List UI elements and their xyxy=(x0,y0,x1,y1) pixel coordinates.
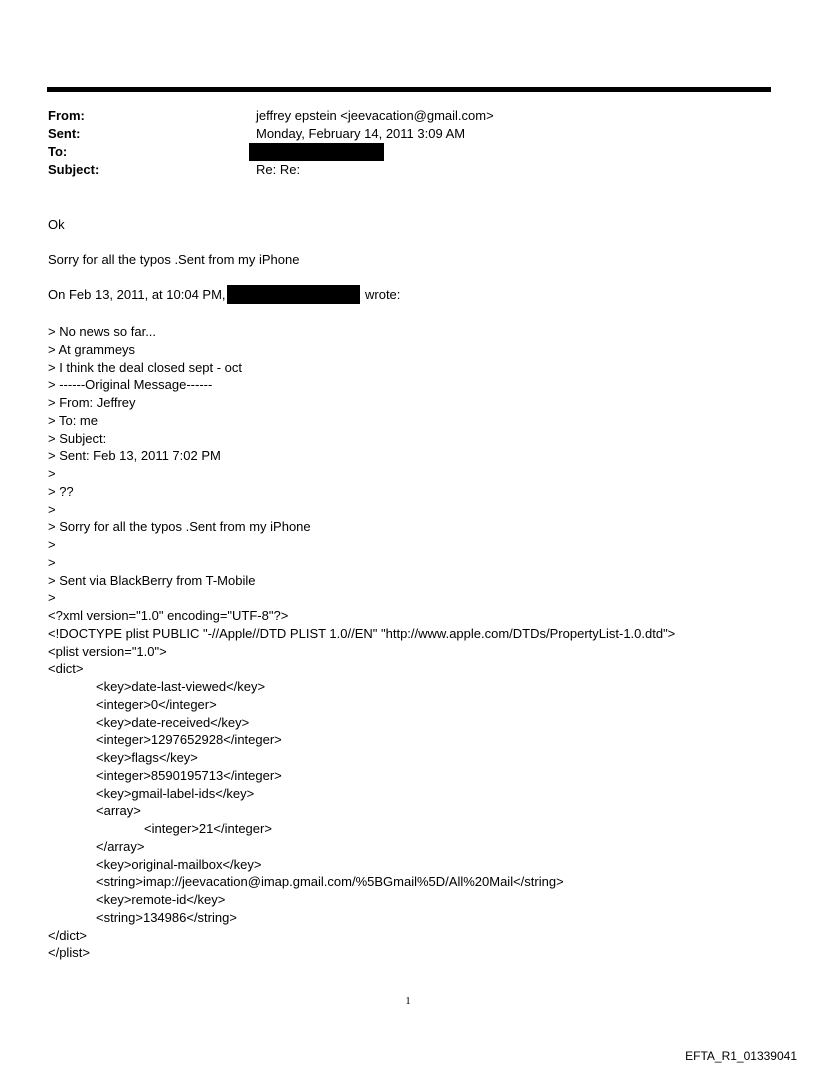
quoted-line: > I think the deal closed sept - oct xyxy=(48,359,243,375)
quoted-line: <?xml version="1.0" encoding="UTF-8"?> xyxy=(48,608,289,623)
body-line-ok: Ok xyxy=(48,217,65,232)
attribution-prefix: On Feb 13, 2011, at 10:04 PM, xyxy=(48,287,226,302)
quoted-line: <key>remote-id</key> xyxy=(96,892,226,907)
quoted-line: > xyxy=(48,590,56,606)
body-line-signature: Sorry for all the typos .Sent from my iPhone xyxy=(48,252,300,267)
to-redaction-box xyxy=(249,143,384,161)
quoted-line: <key>original-mailbox</key> xyxy=(96,856,262,872)
quoted-line: <integer>0</integer> xyxy=(96,696,217,712)
quoted-line: > xyxy=(48,554,56,570)
quoted-line: <key>date-received</key> xyxy=(96,714,250,730)
quoted-line: <array> xyxy=(96,803,141,819)
quoted-line: <key>date-last-viewed</key> xyxy=(96,679,266,694)
quoted-line: > From: Jeffrey xyxy=(48,395,136,410)
quoted-line: > To: me xyxy=(48,412,98,428)
quoted-line: > xyxy=(48,537,56,552)
quoted-line: > Sent via BlackBerry from T-Mobile xyxy=(48,572,256,588)
subject-value: Re: Re: xyxy=(256,162,301,177)
to-label: To: xyxy=(48,144,68,159)
quoted-line: </plist> xyxy=(48,945,90,961)
quoted-line: > ------Original Message------ xyxy=(48,377,213,393)
quoted-line: > Sent: Feb 13, 2011 7:02 PM xyxy=(48,448,221,464)
quoted-line: </dict> xyxy=(48,927,88,943)
from-label: From: xyxy=(48,108,85,123)
quoted-line: > xyxy=(48,466,56,481)
header-top-rule xyxy=(47,87,771,92)
quoted-line: <integer>1297652928</integer> xyxy=(96,732,282,748)
quoted-line: > xyxy=(48,501,56,517)
subject-label: Subject: xyxy=(48,162,100,177)
quoted-line: > ?? xyxy=(48,483,74,499)
attribution-suffix: wrote: xyxy=(365,287,401,302)
page-number: 1 xyxy=(405,995,411,1007)
quoted-line: > No news so far... xyxy=(48,324,157,339)
attribution-line xyxy=(48,286,226,304)
attribution-redaction-box xyxy=(227,285,360,304)
quoted-line: <integer>8590195713</integer> xyxy=(96,767,282,783)
quoted-line: <!DOCTYPE plist PUBLIC "-//Apple//DTD PLIST 1.0//EN" "http://www.apple.com/DTDs/PropertyList-1.0.dtd"> xyxy=(48,625,676,641)
quoted-line: > Subject: xyxy=(48,430,107,446)
from-value: jeffrey epstein <jeevacation@gmail.com> xyxy=(256,108,494,123)
quoted-line: <plist version="1.0"> xyxy=(48,643,167,659)
quoted-line: > Sorry for all the typos .Sent from my iPhone xyxy=(48,519,311,535)
sent-value: Monday, February 14, 2011 3:09 AM xyxy=(256,126,466,141)
quoted-line: <string>imap://jeevacation@imap.gmail.com/%5BGmail%5D/All%20Mail</string> xyxy=(96,874,564,890)
bates-number: EFTA_R1_01339041 xyxy=(685,1049,797,1063)
quoted-line: > At grammeys xyxy=(48,341,136,357)
sent-label: Sent: xyxy=(48,126,81,141)
quoted-line: <dict> xyxy=(48,661,84,677)
quoted-line: <key>gmail-label-ids</key> xyxy=(96,785,255,801)
quoted-line: <key>flags</key> xyxy=(96,750,198,765)
quoted-line: </array> xyxy=(96,838,145,854)
quoted-line: <string>134986</string> xyxy=(96,909,237,925)
quoted-line: <integer>21</integer> xyxy=(144,821,272,836)
quoted-message xyxy=(48,323,768,962)
